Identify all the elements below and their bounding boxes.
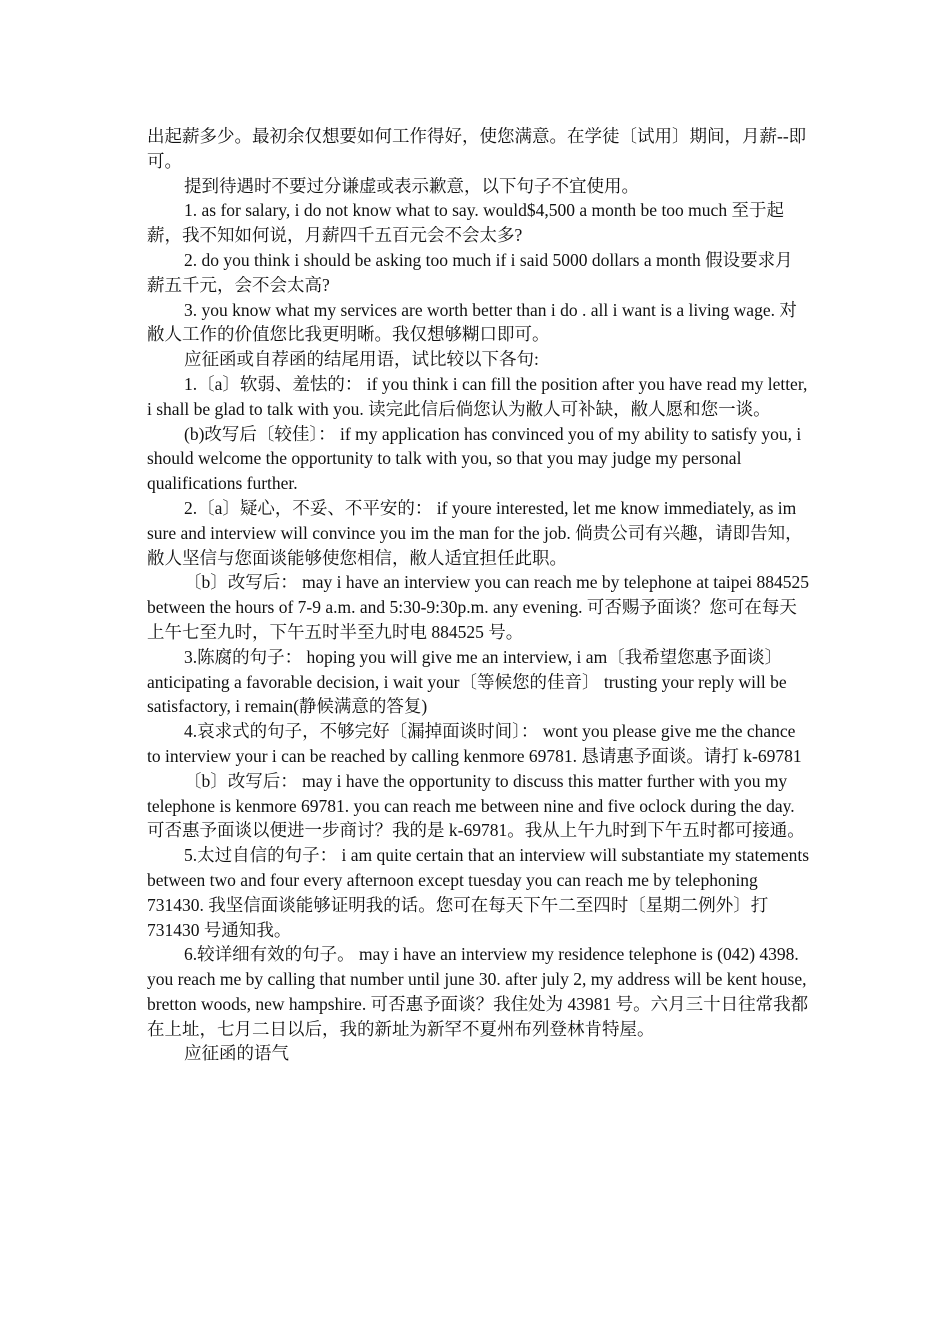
paragraph-15: 6.较详细有效的句子。 may i have an interview my residence telephone is (042) 4398. you reach me by calling that number until june 30. after july 2, my address will be kent house, bretton woods, new hampshire. 可否惠予面谈？我住处为 43981 号。六月三十日往常我都在上址，七月二日以后，我的新址为新罕不夏州布列登林肯特屋。: [147, 944, 809, 1039]
paragraph-9: 2.〔a〕疑心，不妥、不平安的： if youre interested, let me know immediately, as im sure and interview will convince you im the man for the job. 倘贵公司有兴趣，请即告知，敝人坚信与您面谈能够使您相信，敝人适宜担任此职。: [147, 497, 803, 568]
paragraph-4: 2. do you think i should be asking too much if i said 5000 dollars a month 假设要求月薪五千元，会不会太高?: [147, 249, 793, 295]
paragraph-12: 4.哀求式的句子，不够完好〔漏掉面谈时间〕： wont you please give me the chance to interview your i can be reached by calling kenmore 69781. 恳请惠予面谈。请打 k-69781: [147, 721, 802, 766]
paragraph-7: 1.〔a〕软弱、羞怯的： if you think i can fill the position after you have read my letter, i shall be glad to talk with you. 读完此信后倘您认为敝人可补缺，敝人愿和您一谈。: [147, 373, 808, 419]
paragraph-10: 〔b〕改写后： may i have an interview you can reach me by telephone at taipei 884525 between the hours of 7-9 a.m. and 5:30-9:30p.m. any evening. 可否赐予面谈？您可在每天上午七至九时，下午五时半至九时电 884525 号。: [147, 572, 809, 642]
paragraph-14: 5.太过自信的句子： i am quite certain that an interview will substantiate my statements between two and four every afternoon except tuesday you can reach me by telephoning 731430. 我坚信面谈能够证明我的话。您可在每天下午二至四时〔星期二例外〕打 731430 号通知我。: [147, 845, 810, 940]
paragraph-3: 1. as for salary, i do not know what to say. would$4,500 a month be too much 至于起薪，我不知如何说，月薪四千五百元会不会太多?: [147, 200, 784, 246]
paragraph-5: 3. you know what my services are worth better than i do . all i want is a living wage. 对敝人工作的价值您比我更明晰。我仅想够糊口即可。: [147, 299, 797, 345]
paragraph-11: 3.陈腐的句子： hoping you will give me an interview, i am〔我希望您惠予面谈〕 anticipating a favorable decision, i wait your〔等候您的佳音〕 trusting your reply will be satisfactory, i remain(静候满意的答复): [147, 646, 787, 717]
paragraph-2: 提到待遇时不要过分谦虚或表示歉意，以下句子不宜使用。: [184, 175, 639, 196]
paragraph-13: 〔b〕改写后： may i have the opportunity to discuss this matter further with you my telephone is kenmore 69781. you can reach me between nine and five oclock during the day. 可否惠予面谈以便进一步商讨？我的是 k-69781。我从上午九时到下午五时都可接通。: [147, 770, 805, 841]
paragraph-6: 应征函或自荐函的结尾用语，试比较以下各句:: [184, 349, 539, 370]
paragraph-1: 出起薪多少。最初余仅想要如何工作得好，使您满意。在学徒〔试用〕期间，月薪--即可。: [147, 126, 807, 171]
paragraph-16: 应征函的语气: [184, 1043, 289, 1064]
document-body: [147, 124, 809, 1066]
paragraph-8: (b)改写后〔较佳〕： if my application has convinced you of my ability to satisfy you, i should welcome the opportunity to talk with you, so that you may judge my personal qualifications further.: [147, 423, 802, 494]
